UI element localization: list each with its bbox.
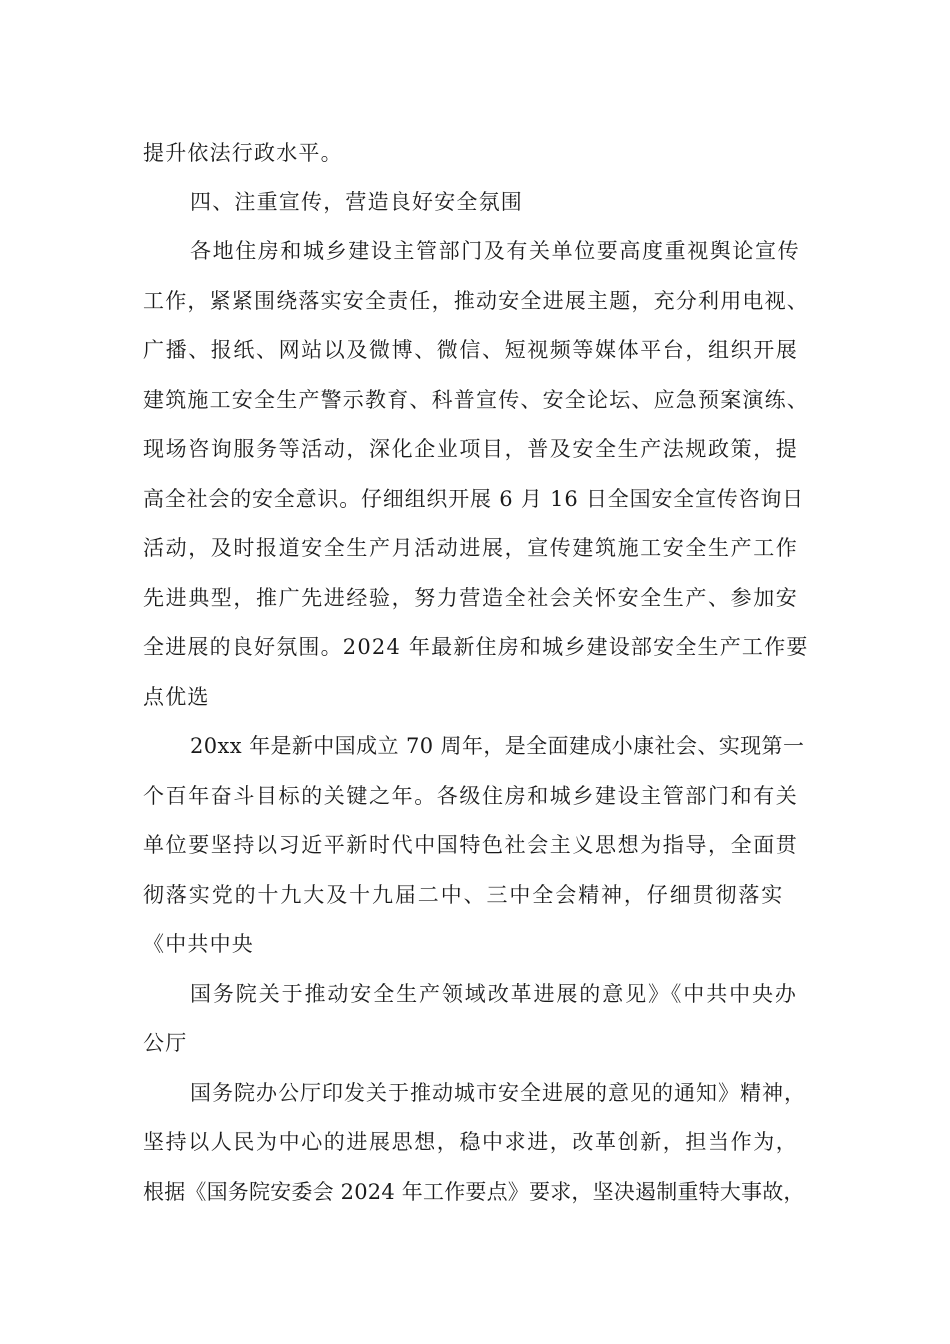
paragraph-line: 活动，及时报道安全生产月活动进展，宣传建筑施工安全生产工作 xyxy=(143,536,799,560)
paragraph-line: 国务院关于推动安全生产领域改革进展的意见》《中共中央办 xyxy=(190,982,798,1006)
paragraph-line: 单位要坚持以习近平新时代中国特色社会主义思想为指导，全面贯 xyxy=(143,833,799,857)
paragraph-line: 高全社会的安全意识。仔细组织开展 6 月 16 日全国安全宣传咨询日 xyxy=(143,487,804,511)
paragraph-line: 广播、报纸、网站以及微博、微信、短视频等媒体平台，组织开展 xyxy=(143,338,799,362)
paragraph-line: 先进典型，推广先进经验，努力营造全社会关怀安全生产、参加安 xyxy=(143,586,799,610)
paragraph-line: 彻落实党的十九大及十九届二中、三中全会精神，仔细贯彻落实 xyxy=(143,883,785,907)
paragraph-line: 工作，紧紧围绕落实安全责任，推动安全进展主题，充分利用电视、 xyxy=(143,289,809,313)
paragraph-line: 提升依法行政水平。 xyxy=(143,141,343,165)
paragraph-line: 国务院办公厅印发关于推动城市安全进展的意见的通知》精神， xyxy=(190,1081,806,1105)
paragraph-line: 现场咨询服务等活动，深化企业项目，普及安全生产法规政策，提 xyxy=(143,437,799,461)
paragraph-line: 个百年奋斗目标的关键之年。各级住房和城乡建设主管部门和有关 xyxy=(143,784,799,808)
paragraph-line: 点优选 xyxy=(143,685,210,709)
paragraph-line: 全进展的良好氛围。2024 年最新住房和城乡建设部安全生产工作要 xyxy=(143,635,809,659)
paragraph-line: 建筑施工安全生产警示教育、科普宣传、安全论坛、应急预案演练、 xyxy=(143,388,809,412)
paragraph-line: 20xx 年是新中国成立 70 周年，是全面建成小康社会、实现第一 xyxy=(190,734,805,758)
section-heading: 四、注重宣传，营造良好安全氛围 xyxy=(190,190,523,214)
paragraph-line: 根据《国务院安委会 2024 年工作要点》要求，坚决遏制重特大事故， xyxy=(143,1180,805,1204)
paragraph-line: 公厅 xyxy=(143,1031,188,1055)
paragraph-line: 坚持以人民为中心的进展思想，稳中求进，改革创新，担当作为， xyxy=(143,1130,799,1154)
paragraph-line: 各地住房和城乡建设主管部门及有关单位要高度重视舆论宣传 xyxy=(190,239,801,263)
paragraph-line: 《中共中央 xyxy=(143,932,254,956)
